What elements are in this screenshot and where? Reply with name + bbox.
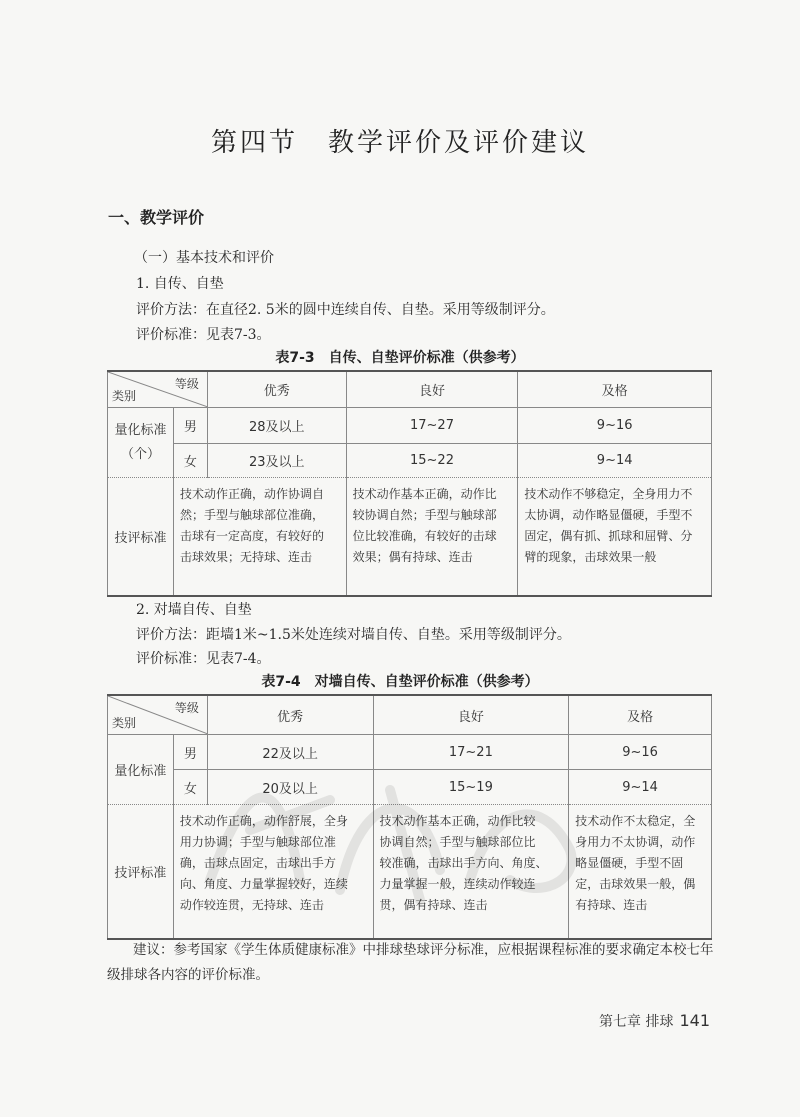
value-cell: 17~21 (373, 735, 569, 770)
table-row (108, 805, 712, 939)
desc-line: 确，击球点固定，击球出手方 (179, 856, 336, 870)
gender-male: 男 (173, 408, 207, 444)
item2-title: 2. 对墙自传、自垫 (136, 602, 252, 618)
quant-label: 量化标准 (108, 735, 174, 805)
skill-good (346, 478, 518, 596)
section-heading: 一、教学评价 (108, 208, 205, 227)
desc-line: 击球效果；无持球、连击 (179, 550, 312, 564)
value-cell: 17~27 (346, 408, 518, 444)
item2-method: 评价方法：距墙1米~1.5米处连续对墙自传、自垫。采用等级制评分。 (136, 627, 571, 643)
quant-label: 量化标准 (114, 422, 167, 438)
suggestion-note: 建议：参考国家《学生体质健康标准》中排球垫球评分标准，应根据课程标准的要求确定本校七年级排球各内容的评价标准。 (107, 942, 714, 983)
header-excellent: 优秀 (207, 695, 373, 735)
desc-line: 技术动作正确，动作舒展，全身 (179, 814, 348, 828)
desc-line: 太协调，动作略显僵硬，手型不 (524, 508, 693, 522)
desc-line: 较准确，击球出手方向、角度、 (379, 856, 548, 870)
value-cell: 22及以上 (207, 735, 373, 770)
table-row (108, 408, 712, 444)
corner-cell (108, 695, 208, 735)
desc-line: 技术动作不太稳定，全 (575, 814, 696, 828)
header-good: 良好 (373, 695, 569, 735)
value-cell: 20及以上 (207, 770, 373, 805)
chapter-title-text: 教学评价及评价建议 (328, 128, 590, 158)
quant-label-cell (108, 408, 174, 478)
skill-pass (569, 805, 712, 939)
corner-top-label: 等级 (174, 701, 199, 715)
item1-method: 评价方法：在直径2. 5米的圆中连续自传、自垫。采用等级制评分。 (136, 302, 555, 318)
header-pass: 及格 (569, 695, 712, 735)
desc-line: 臂的现象，击球效果一般 (524, 550, 657, 564)
skill-pass (518, 478, 712, 596)
desc-line: 有持球、连击 (575, 898, 648, 912)
desc-line: 技术动作不够稳定，全身用力不 (524, 487, 693, 501)
table-7-4 (107, 694, 712, 940)
quant-unit: （个） (120, 446, 160, 462)
corner-top-label: 等级 (174, 377, 199, 391)
value-cell: 9~16 (518, 408, 712, 444)
table-row (108, 770, 712, 805)
page-number: 141 (679, 1011, 710, 1030)
gender-female: 女 (173, 444, 207, 478)
value-cell: 28及以上 (207, 408, 346, 444)
desc-line: 固定，偶有抓、抓球和屈臂、分 (524, 529, 693, 543)
desc-line: 略显僵硬，手型不固 (575, 856, 684, 870)
desc-line: 用力协调；手型与触球部位准 (179, 835, 336, 849)
table74-caption-text: 对墙自传、自垫评价标准（供参考） (314, 674, 539, 690)
value-cell: 15~19 (373, 770, 569, 805)
desc-line: 技术动作正确，动作协调自 (179, 487, 324, 501)
table-header-row (108, 695, 712, 735)
header-excellent: 优秀 (207, 371, 346, 408)
table73-caption (0, 347, 800, 367)
gender-female: 女 (173, 770, 207, 805)
desc-line: 贯，偶有持球、连击 (379, 898, 488, 912)
table-row (108, 735, 712, 770)
skill-label: 技评标准 (108, 478, 174, 596)
table-7-3 (107, 370, 712, 597)
table73-caption-number: 表7-3 (275, 350, 315, 366)
table-row (108, 478, 712, 596)
value-cell: 15~22 (346, 444, 518, 478)
table74-caption (0, 671, 800, 691)
desc-line: 动作较连贯，无持球、连击 (179, 898, 324, 912)
desc-line: 技术动作基本正确，动作比较 (379, 814, 536, 828)
corner-bottom-label: 类别 (112, 389, 137, 403)
header-pass: 及格 (518, 371, 712, 408)
value-cell: 9~14 (518, 444, 712, 478)
desc-line: 位比较准确，有较好的击球 (352, 529, 497, 543)
item1-title: 1. 自传、自垫 (136, 276, 224, 292)
footer-chapter: 第七章 排球 (599, 1014, 674, 1030)
skill-good (373, 805, 569, 939)
skill-label: 技评标准 (108, 805, 174, 939)
desc-line: 向、角度、力量掌握较好，连续 (179, 877, 348, 891)
desc-line: 身用力不太协调，动作 (575, 835, 696, 849)
skill-excellent (173, 478, 346, 596)
corner-bottom-label: 类别 (112, 716, 137, 730)
desc-line: 击球有一定高度，有较好的 (179, 529, 324, 543)
desc-line: 力量掌握一般，连续动作较连 (379, 877, 536, 891)
desc-line: 较协调自然；手型与触球部 (352, 508, 497, 522)
gender-male: 男 (173, 735, 207, 770)
desc-line: 效果；偶有持球、连击 (352, 550, 473, 564)
item1-standard: 评价标准：见表7-3。 (136, 327, 271, 343)
desc-line: 技术动作基本正确，动作比 (352, 487, 497, 501)
chapter-title (0, 122, 800, 159)
header-good: 良好 (346, 371, 518, 408)
subsection-heading: （一）基本技术和评价 (134, 250, 274, 266)
table-row (108, 444, 712, 478)
value-cell: 9~16 (569, 735, 712, 770)
table74-caption-number: 表7-4 (261, 674, 301, 690)
item2-standard: 评价标准：见表7-4。 (136, 651, 271, 667)
table73-caption-text: 自传、自垫评价标准（供参考） (328, 350, 525, 366)
desc-line: 定，击球效果一般，偶 (575, 877, 696, 891)
chapter-title-section: 第四节 (210, 128, 298, 158)
desc-line: 协调自然；手型与触球部位比 (379, 835, 536, 849)
value-cell: 9~14 (569, 770, 712, 805)
value-cell: 23及以上 (207, 444, 346, 478)
page-footer (599, 1011, 710, 1031)
skill-excellent (173, 805, 373, 939)
table-header-row (108, 371, 712, 408)
desc-line: 然；手型与触球部位准确， (179, 508, 324, 522)
corner-cell (108, 371, 208, 408)
